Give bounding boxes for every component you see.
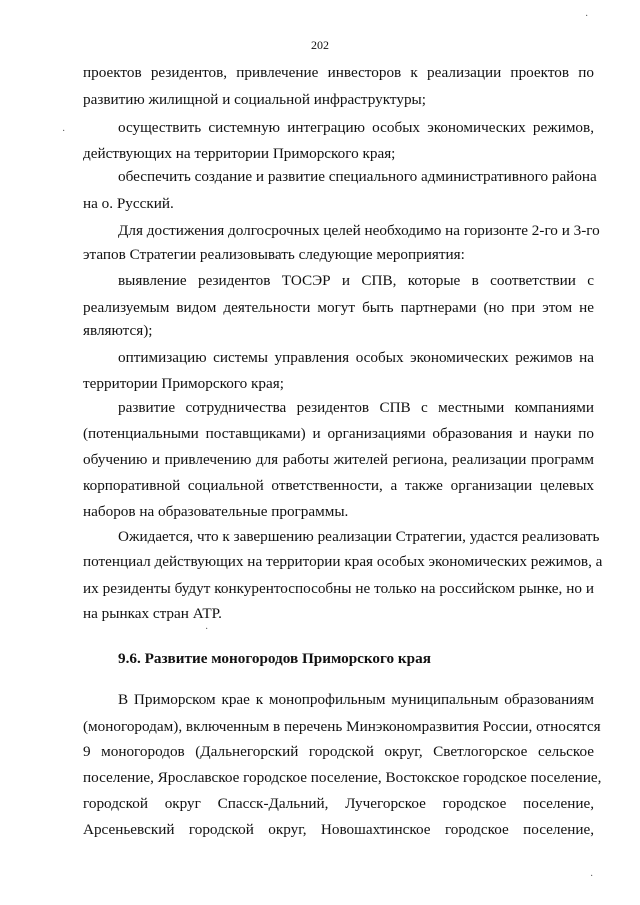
text-line: осуществить системную интеграцию особых экономических режимов, bbox=[118, 119, 594, 136]
text-line: городской округ Спасск-Дальний, Лучегорское городское поселение, bbox=[83, 795, 594, 812]
text-line: 9 моногородов (Дальнегорский городской округ, Светлогорское сельское bbox=[83, 743, 594, 760]
scan-speck: · bbox=[62, 126, 66, 137]
text-line: потенциал действующих на территории края особых экономических режимов, а bbox=[83, 553, 603, 570]
text-line: на рынках стран АТР. bbox=[83, 605, 222, 622]
text-line: на о. Русский. bbox=[83, 195, 174, 212]
text-line: корпоративной социальной ответственности, а также организации целевых bbox=[83, 477, 594, 494]
text-line: действующих на территории Приморского края; bbox=[83, 145, 396, 162]
text-line: территории Приморского края; bbox=[83, 375, 284, 392]
text-line: этапов Стратегии реализовывать следующие мероприятия: bbox=[83, 246, 465, 263]
text-line: (моногородам), включенным в перечень Минэкономразвития России, относятся bbox=[83, 718, 601, 735]
section-heading: 9.6. Развитие моногородов Приморского края bbox=[118, 650, 431, 667]
text-line: Ожидается, что к завершению реализации Стратегии, удастся реализовать bbox=[118, 528, 600, 545]
text-line: оптимизацию системы управления особых экономических режимов на bbox=[118, 349, 594, 366]
text-line: обучению и привлечению для работы жителей региона, реализации программ bbox=[83, 451, 594, 468]
text-line: (потенциальными поставщиками) и организациями образования и науки по bbox=[83, 425, 594, 442]
text-line: наборов на образовательные программы. bbox=[83, 503, 349, 520]
text-line: выявление резидентов ТОСЭР и СПВ, которые в соответствии с bbox=[118, 272, 594, 289]
text-line: Для достижения долгосрочных целей необходимо на горизонте 2-го и 3-го bbox=[118, 222, 600, 239]
scan-speck: · bbox=[585, 11, 589, 22]
text-line: являются); bbox=[83, 322, 153, 339]
scan-speck: · bbox=[590, 871, 594, 882]
text-line: их резиденты будут конкурентоспособны не только на российском рынке, но и bbox=[83, 580, 594, 597]
text-line: развитию жилищной и социальной инфраструктуры; bbox=[83, 91, 426, 108]
text-line: реализуемым видом деятельности могут быть партнерами (но при этом не bbox=[83, 299, 594, 316]
scan-speck: · bbox=[205, 624, 209, 635]
page-number: 202 bbox=[311, 38, 329, 52]
text-line: развитие сотрудничества резидентов СПВ с местными компаниями bbox=[118, 399, 594, 416]
text-line: обеспечить создание и развитие специального административного района bbox=[118, 168, 597, 185]
text-line: поселение, Ярославское городское поселение, Востокское городское поселение, bbox=[83, 769, 602, 786]
text-line: В Приморском крае к монопрофильным муниципальным образованиям bbox=[118, 691, 594, 708]
text-line: Арсеньевский городской округ, Новошахтинское городское поселение, bbox=[83, 821, 594, 838]
text-line: проектов резидентов, привлечение инвесторов к реализации проектов по bbox=[83, 64, 594, 81]
